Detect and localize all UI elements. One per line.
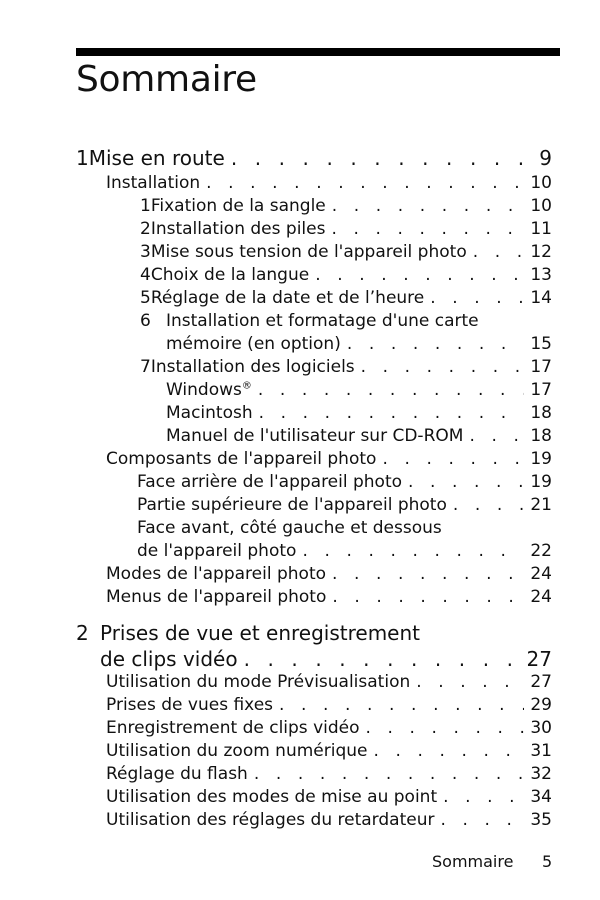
- leader-dots: [206, 172, 524, 194]
- toc-entry-macintosh[interactable]: [166, 402, 552, 424]
- leader-dots: [361, 356, 524, 378]
- leader-dots: [430, 287, 524, 309]
- toc-entry-piles[interactable]: [140, 218, 552, 240]
- page-number: 18: [530, 403, 552, 423]
- toc-entry-retardateur[interactable]: [106, 809, 552, 831]
- leader-dots: [279, 694, 524, 716]
- page-number: 9: [539, 146, 552, 170]
- entry-label-text: Windows: [166, 380, 242, 400]
- toc-entry-installation[interactable]: [106, 172, 552, 194]
- chapter-title: Mise en route: [88, 146, 225, 170]
- toc-entry-superieure[interactable]: [137, 494, 552, 516]
- toc-entry-avant[interactable]: [137, 540, 552, 562]
- entry-label: Face avant, côté gauche et dessous: [137, 518, 442, 538]
- page-number: 27: [526, 647, 552, 671]
- toc-entry-clips[interactable]: [106, 717, 552, 739]
- entry-label: [166, 379, 252, 401]
- step-number: 4: [140, 265, 151, 285]
- page-number: 10: [530, 196, 552, 216]
- toc-entry-langue[interactable]: [140, 264, 552, 286]
- page-title: Sommaire: [76, 59, 257, 100]
- page-number: 24: [530, 587, 552, 607]
- entry-label-continued: de l'appareil photo: [137, 541, 297, 561]
- leader-dots: [416, 671, 524, 693]
- page-number: 24: [530, 564, 552, 584]
- page-number: 19: [530, 472, 552, 492]
- toc-entry-flash[interactable]: [106, 763, 552, 785]
- leader-dots: [244, 646, 521, 672]
- leader-dots: [258, 379, 524, 401]
- entry-label: Macintosh: [166, 403, 253, 423]
- page-number: 19: [530, 449, 552, 469]
- leader-dots: [254, 763, 524, 785]
- entry-label: Utilisation des modes de mise au point: [106, 787, 438, 807]
- toc-entry-avant-line1[interactable]: [137, 517, 442, 539]
- page-number: 15: [530, 334, 552, 354]
- toc-chapter-2-line1[interactable]: [76, 620, 420, 646]
- entry-label: Utilisation du zoom numérique: [106, 741, 368, 761]
- toc-entry-windows[interactable]: [166, 379, 552, 401]
- toc-entry-carte-line1[interactable]: [140, 310, 479, 332]
- entry-label: Installation des logiciels: [150, 357, 355, 377]
- toc-entry-previsu[interactable]: [106, 671, 552, 693]
- toc-entry-fixes[interactable]: [106, 694, 552, 716]
- entry-label: Installation: [106, 173, 201, 193]
- chapter-title-continued: de clips vidéo: [100, 647, 238, 671]
- leader-dots: [366, 717, 525, 739]
- page-number: 14: [530, 288, 552, 308]
- leader-dots: [347, 333, 524, 355]
- page-number: 27: [530, 672, 552, 692]
- leader-dots: [469, 425, 524, 447]
- page-number: 29: [530, 695, 552, 715]
- toc-entry-manuel[interactable]: [166, 425, 552, 447]
- entry-label: Installation des piles: [150, 219, 326, 239]
- leader-dots: [443, 786, 524, 808]
- toc-chapter-1[interactable]: [76, 145, 552, 171]
- leader-dots: [473, 241, 524, 263]
- entry-label: Modes de l'appareil photo: [106, 564, 327, 584]
- page-number: 18: [530, 426, 552, 446]
- page-number: 17: [530, 380, 552, 400]
- step-number: 7: [140, 357, 151, 377]
- leader-dots: [331, 218, 524, 240]
- entry-label: Manuel de l'utilisateur sur CD-ROM: [166, 426, 464, 446]
- page-number: 11: [530, 219, 552, 239]
- entry-label: Mise sous tension de l'appareil photo: [150, 242, 467, 262]
- toc-chapter-2[interactable]: [100, 646, 552, 672]
- toc-entry-menus[interactable]: [106, 586, 552, 608]
- entry-label: Fixation de la sangle: [150, 196, 326, 216]
- toc-entry-zoom[interactable]: [106, 740, 552, 762]
- registered-mark: ®: [241, 380, 252, 392]
- step-number: 5: [140, 288, 151, 308]
- chapter-number: 2: [76, 621, 89, 645]
- toc-entry-composants[interactable]: [106, 448, 552, 470]
- page-number: 22: [530, 541, 552, 561]
- entry-label: Prises de vues fixes: [106, 695, 274, 715]
- entry-label: Enregistrement de clips vidéo: [106, 718, 360, 738]
- step-number: 3: [140, 242, 151, 262]
- entry-label-continued: mémoire (en option): [166, 334, 341, 354]
- page-number: 34: [530, 787, 552, 807]
- chapter-number: 1: [76, 146, 89, 170]
- page-number: 17: [530, 357, 552, 377]
- entry-label: Composants de l'appareil photo: [106, 449, 377, 469]
- footer-page-number: 5: [542, 852, 553, 871]
- chapter-title: Prises de vue et enregistrement: [100, 621, 420, 645]
- leader-dots: [302, 540, 524, 562]
- entry-label: Réglage du flash: [106, 764, 248, 784]
- page-number: 30: [530, 718, 552, 738]
- toc-entry-arriere[interactable]: [137, 471, 552, 493]
- toc-entry-carte[interactable]: [166, 333, 552, 355]
- entry-label: Installation et formatage d'une carte: [166, 311, 479, 331]
- footer-section-label: Sommaire: [432, 852, 514, 871]
- entry-label: Menus de l'appareil photo: [106, 587, 327, 607]
- entry-label: Choix de la langue: [150, 265, 310, 285]
- leader-dots: [259, 402, 524, 424]
- leader-dots: [332, 563, 524, 585]
- toc-entry-tension[interactable]: [140, 241, 552, 263]
- leader-dots: [373, 740, 524, 762]
- page-number: 13: [530, 265, 552, 285]
- leader-dots: [231, 145, 524, 171]
- leader-dots: [332, 586, 524, 608]
- page-number: 21: [530, 495, 552, 515]
- entry-label: Face arrière de l'appareil photo: [137, 472, 403, 492]
- step-number: 6: [140, 311, 151, 331]
- toc-entry-modes[interactable]: [106, 563, 552, 585]
- toc-entry-date[interactable]: [140, 287, 552, 309]
- leader-dots: [315, 264, 524, 286]
- leader-dots: [453, 494, 524, 516]
- entry-label: Réglage de la date et de l’heure: [150, 288, 425, 308]
- entry-label: Utilisation du mode Prévisualisation: [106, 672, 411, 692]
- page-number: 35: [530, 810, 552, 830]
- entry-label: Utilisation des réglages du retardateur: [106, 810, 435, 830]
- toc-entry-logiciels[interactable]: [140, 356, 552, 378]
- page-number: 32: [530, 764, 552, 784]
- step-number: 1: [140, 196, 151, 216]
- page-number: 10: [530, 173, 552, 193]
- page-number: 12: [530, 242, 552, 262]
- step-number: 2: [140, 219, 151, 239]
- entry-label: Partie supérieure de l'appareil photo: [137, 495, 447, 515]
- toc-entry-sangle[interactable]: [140, 195, 552, 217]
- leader-dots: [408, 471, 524, 493]
- toc-entry-mise-au-point[interactable]: [106, 786, 552, 808]
- page-number: 31: [530, 741, 552, 761]
- leader-dots: [382, 448, 524, 470]
- leader-dots: [332, 195, 524, 217]
- leader-dots: [440, 809, 524, 831]
